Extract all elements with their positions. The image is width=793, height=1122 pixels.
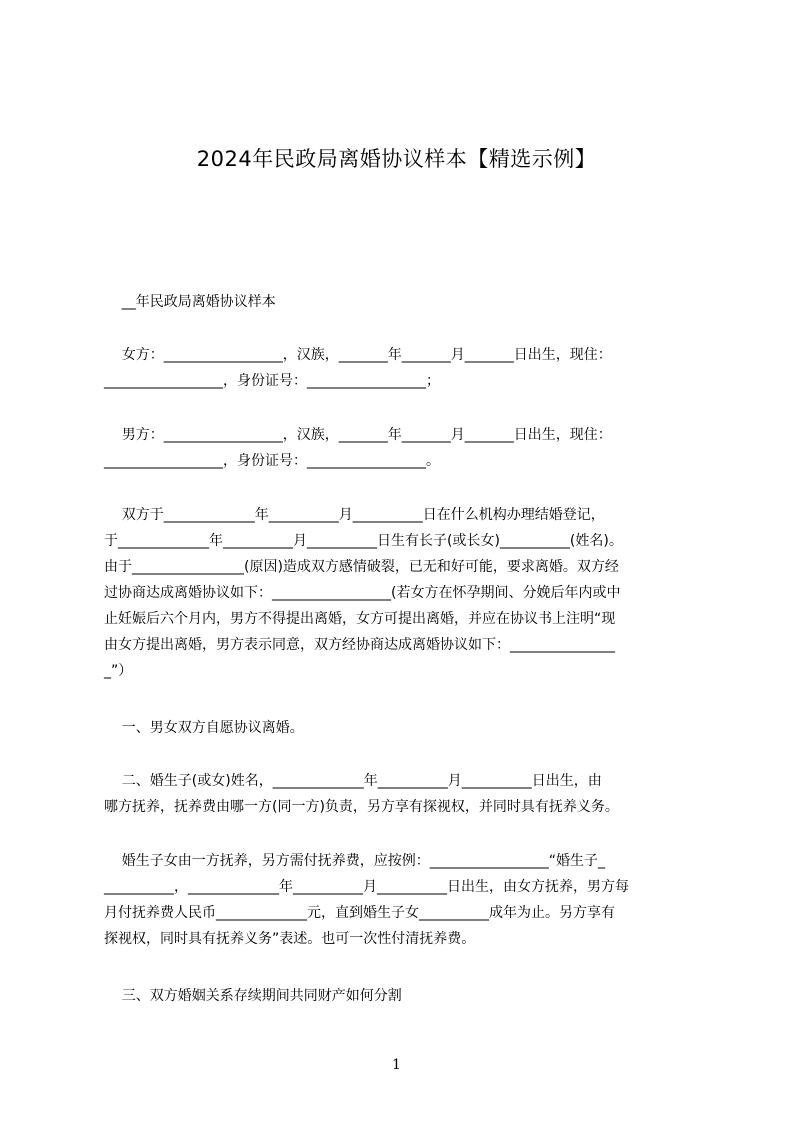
page-number: 1: [392, 1057, 401, 1073]
document-title: 2024年民政局离婚协议样本【精选示例】: [196, 147, 597, 171]
body-line: 哪方抚养，抚养费由哪一方(同一方)负责，另方享有探视权，并同时具有抚养义务。: [104, 799, 619, 815]
body-line: 男方：_________________，汉族，_______年_______月_______日出生，现住：: [104, 427, 612, 443]
body-line: _________________，身份证号：_________________；: [104, 373, 440, 389]
body-line: 月付抚养费人民币_____________元，直到婚生子女__________成年为止。另方享有: [104, 905, 615, 921]
body-line: 一、男女双方自愿协议离婚。: [104, 720, 304, 736]
body-line: 由女方提出离婚，男方表示同意，双方经协商达成离婚协议如下：_______________: [104, 637, 615, 653]
body-line: _________________，身份证号：_________________。: [104, 453, 440, 469]
body-line: __年民政局离婚协议样本: [104, 294, 276, 310]
body-line: 三、双方婚姻关系存续期间共同财产如何分割: [104, 988, 402, 1004]
body-line: 止妊娠后六个月内，男方不得提出离婚，女方可提出离婚，并应在协议书上注明“现: [104, 611, 616, 627]
body-line: 过协商达成离婚协议如下：_________________(若女方在怀孕期间、分娩后年内或中: [104, 585, 621, 601]
body-line: 由于________________(原因)造成双方感情破裂，已无和好可能，要求离婚。双方经: [104, 559, 619, 575]
body-line: 探视权，同时具有抚养义务”表述。也可一次性付清抚养费。: [104, 931, 476, 947]
body-line: __________，_____________年__________月__________日出生，由女方抚养，男方每: [104, 879, 629, 895]
body-line: 于_____________年__________月__________日生有长子(或长女)__________(姓名)。: [104, 533, 623, 549]
body-line: 婚生子女由一方抚养，另方需付抚养费，应按例：_________________“婚生子_: [104, 853, 606, 869]
body-line: _”）: [104, 663, 133, 679]
body-line: 二、婚生子(或女)姓名，_____________年__________月__________日出生，由: [104, 773, 602, 789]
body-line: 女方：_________________，汉族，_______年_______月_______日出生，现住：: [104, 347, 612, 363]
body-line: 双方于_____________年__________月__________日在什么机构办理结婚登记，: [104, 507, 605, 523]
